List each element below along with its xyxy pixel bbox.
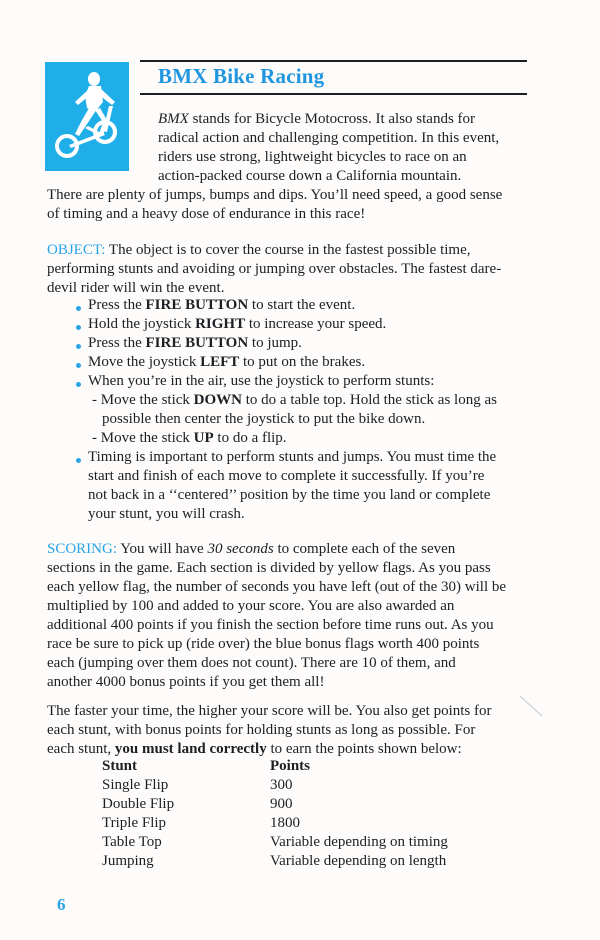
intro-line: of timing and a heavy dose of endurance in this race! [47,206,366,222]
intro-line: action-packed course down a California mountain. [158,168,462,184]
list-item: Move the joystick LEFT to put on the brakes. [88,354,366,370]
list-item: your stunt, you will crash. [88,506,245,522]
bmx-rider-icon [45,62,129,171]
scoring-line: each yellow flag, the number of seconds you have left (out of the 30) will be [47,579,507,595]
table-cell-stunt: Jumping [102,853,154,869]
title-rule-top [140,60,527,62]
table-cell-stunt: Single Flip [102,777,169,793]
page-title: BMX Bike Racing [158,64,325,88]
object-line: OBJECT: The object is to cover the course in the fastest possible time, [47,242,471,258]
list-item: not back in a ‘‘centered’’ position by the time you land or complete [88,487,491,503]
scoring-line: another 4000 bonus points if you get them all! [47,674,325,690]
page-number: 6 [57,895,66,914]
scoring-line: additional 400 points if you finish the section before time runs out. As you [47,617,494,633]
page-corner-mark [518,694,544,718]
scoring-label: SCORING: [47,541,118,557]
object-line: performing stunts and avoiding or jumping over obstacles. The fastest dare- [47,261,502,277]
bullet-dot [76,306,81,311]
scoring-line: each (jumping over them does not count). There are 10 of them, and [47,655,456,671]
table-header-points: Points [270,758,311,774]
intro-line: radical action and challenging competition. In this event, [158,130,500,146]
bullet-dot [76,325,81,330]
list-item: When you’re in the air, use the joystick to perform stunts: [88,373,435,389]
table-cell-points: 1800 [270,815,300,831]
bullet-dot [76,344,81,349]
bullet-dot [76,363,81,368]
table-cell-points: Variable depending on length [270,853,447,869]
faster-line: each stunt, you must land correctly to earn the points shown below: [47,741,462,757]
table-cell-points: 900 [270,796,293,812]
table-cell-stunt: Triple Flip [102,815,167,831]
sub-list-item: - Move the stick UP to do a flip. [92,430,287,446]
list-item: Press the FIRE BUTTON to start the event. [88,297,356,313]
scoring-line: SCORING: You will have 30 seconds to complete each of the seven [47,541,456,557]
scoring-line: race be sure to pick up (ride over) the blue bonus flags worth 400 points [47,636,480,652]
title-rule-bottom [140,93,527,95]
object-line: devil rider will win the event. [47,280,225,296]
table-header-stunt: Stunt [102,758,138,774]
object-label: OBJECT: [47,242,106,258]
table-cell-stunt: Table Top [102,834,162,850]
table-cell-stunt: Double Flip [102,796,175,812]
scoring-line: sections in the game. Each section is divided by yellow flags. As you pass [47,560,491,576]
table-cell-points: 300 [270,777,293,793]
bullet-dot [76,458,81,463]
bullet-dot [76,382,81,387]
sub-list-item: possible then center the joystick to put the bike down. [102,411,426,427]
table-cell-points: Variable depending on timing [270,834,448,850]
faster-line: The faster your time, the higher your score will be. You also get points for [47,703,492,719]
list-item: start and finish of each move to complete it successfully. If you’re [88,468,485,484]
faster-line: each stunt, with bonus points for holding stunts as long as possible. For [47,722,476,738]
intro-line: BMX stands for Bicycle Motocross. It also stands for [158,111,476,127]
list-item: Hold the joystick RIGHT to increase your speed. [88,316,387,332]
sub-list-item: - Move the stick DOWN to do a table top. Hold the stick as long as [92,392,497,408]
intro-line: riders use strong, lightweight bicycles to race on an [158,149,467,165]
list-item: Press the FIRE BUTTON to jump. [88,335,302,351]
intro-line: There are plenty of jumps, bumps and dips. You’ll need speed, a good sense [47,187,503,203]
scoring-line: multiplied by 100 and added to your score. You are also awarded an [47,598,455,614]
list-item: Timing is important to perform stunts and jumps. You must time the [88,449,497,465]
